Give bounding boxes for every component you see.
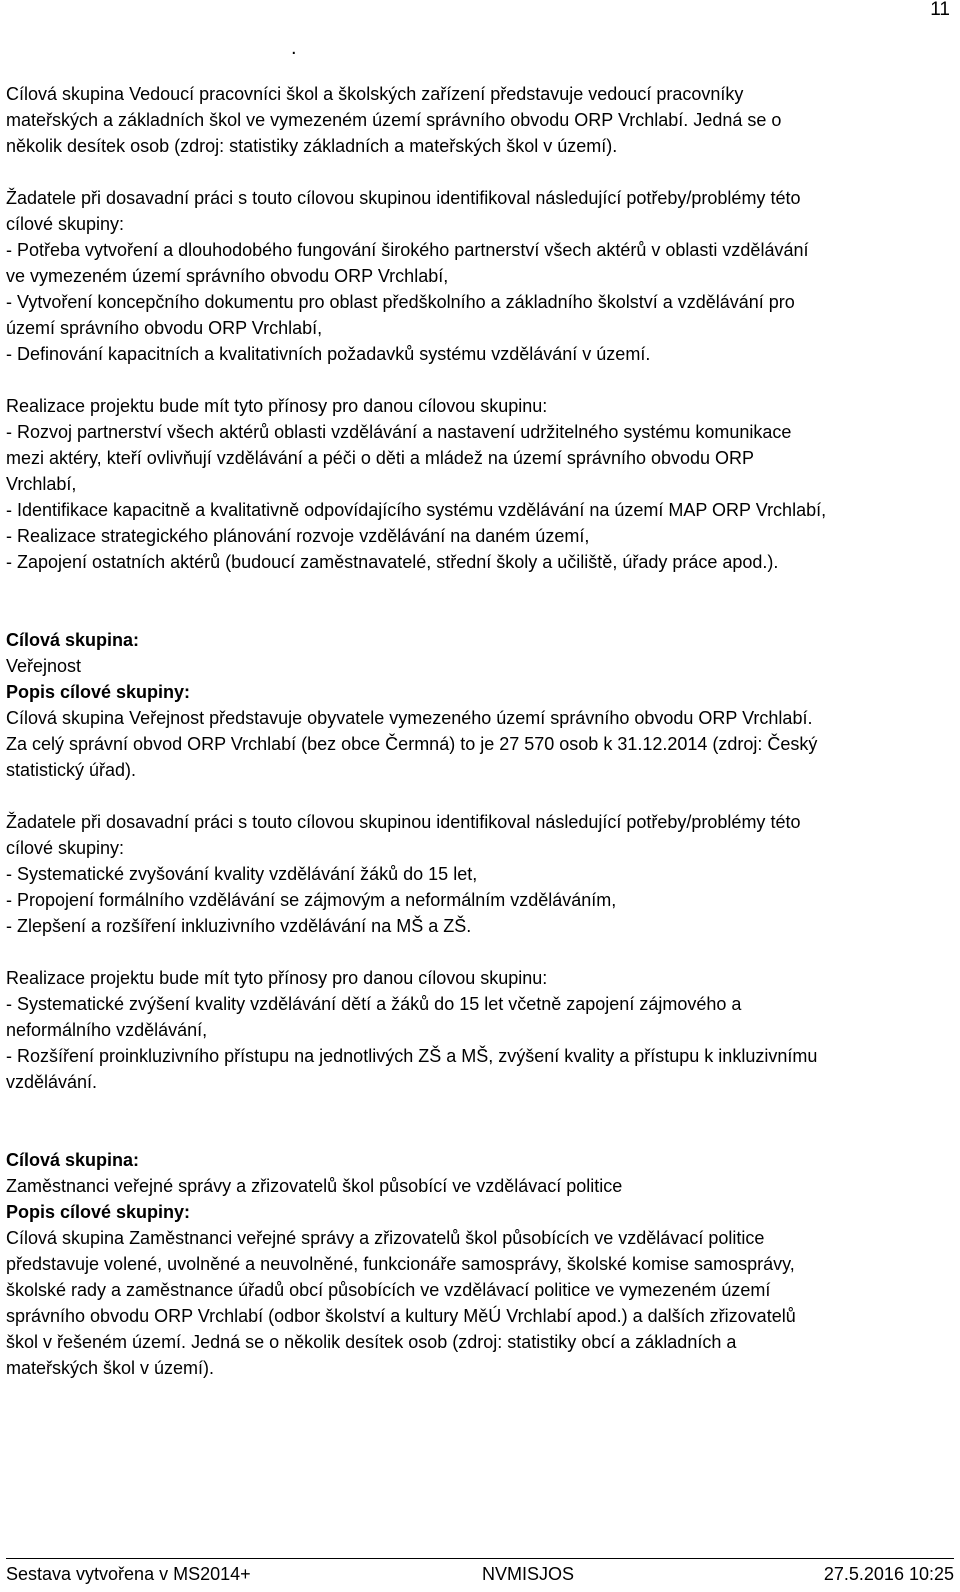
text-line: statistický úřad). [6, 760, 137, 780]
text-line: Cílová skupina Zaměstnanci veřejné správy a zřizovatelů škol působících ve vzdělávací politice [6, 1228, 765, 1248]
list-item: - Rozvoj partnerství všech aktérů oblasti vzdělávání a nastavení udržitelného systému komunikace [6, 422, 792, 442]
stray-mark: . [291, 37, 297, 59]
text-line: Za celý správní obvod ORP Vrchlabí (bez obce Čermná) to je 27 570 osob k 31.12.2014 (zdroj: Český [6, 734, 818, 754]
text-line: Vrchlabí, [6, 474, 77, 494]
text-line: několik desítek osob (zdroj: statistiky základních a mateřských škol v území). [6, 136, 618, 156]
text-line: území správního obvodu ORP Vrchlabí, [6, 318, 323, 338]
text-line: Žadatele při dosavadní práci s touto cílovou skupinou identifikoval následující potřeby/problémy této [6, 812, 801, 832]
text-line: cílové skupiny: [6, 214, 125, 234]
text-line: mateřských a základních škol ve vymezeném území správního obvodu ORP Vrchlabí. Jedná se o [6, 110, 782, 130]
footer-report-code: NVMISJOS [482, 1564, 575, 1584]
list-item: - Definování kapacitních a kvalitativních požadavků systému vzdělávání v území. [6, 344, 651, 364]
text-line: představuje volené, uvolněné a neuvolněné, funkcionáře samosprávy, školské komise samosprávy, [6, 1254, 795, 1274]
page-number: 11 [930, 0, 950, 20]
target-group-name: Veřejnost [6, 656, 82, 676]
document-body [6, 81, 954, 1381]
list-item: - Propojení formálního vzdělávání se zájmovým a neformálním vzděláváním, [6, 890, 617, 910]
footer-timestamp: 27.5.2016 10:25 [823, 1564, 954, 1584]
list-item: - Zlepšení a rozšíření inkluzivního vzdělávání na MŠ a ZŠ. [6, 916, 472, 936]
list-item: - Rozšíření proinkluzivního přístupu na jednotlivých ZŠ a MŠ, zvýšení kvality a přístupu k inkluzivnímu [6, 1046, 818, 1066]
text-line: vzdělávání. [6, 1072, 98, 1092]
section2-needs [6, 809, 954, 939]
text-line: mateřských škol v území). [6, 1358, 215, 1378]
text-line: školské rady a zaměstnance úřadů obcí působících ve vzdělávací politice ve vymezeném území [6, 1280, 771, 1300]
text-line: škol v řešeném území. Jedná se o několik desítek osob (zdroj: statistiky obcí a základních a [6, 1332, 737, 1352]
list-item: - Systematické zvyšování kvality vzdělávání žáků do 15 let, [6, 864, 478, 884]
text-line: Cílová skupina Vedoucí pracovníci škol a školských zařízení představuje vedoucí pracovníky [6, 84, 744, 104]
list-item: - Zapojení ostatních aktérů (budoucí zaměstnavatelé, střední školy a učiliště, úřady práce apod.). [6, 552, 779, 572]
text-line: Realizace projektu bude mít tyto přínosy pro danou cílovou skupinu: [6, 968, 548, 988]
target-group-label: Cílová skupina: [6, 1150, 140, 1170]
target-group-name: Zaměstnanci veřejné správy a zřizovatelů škol působící ve vzdělávací politice [6, 1176, 623, 1196]
section1-needs [6, 185, 954, 367]
text-line: mezi aktéry, kteří ovlivňují vzdělávání a péči o děti a mládež na území správního obvodu ORP [6, 448, 755, 468]
list-item: - Vytvoření koncepčního dokumentu pro oblast předškolního a základního školství a vzdělávání pro [6, 292, 795, 312]
text-line: správního obvodu ORP Vrchlabí (odbor školství a kultury MěÚ Vrchlabí apod.) a dalších zřizovatelů [6, 1306, 796, 1326]
text-line: Realizace projektu bude mít tyto přínosy pro danou cílovou skupinu: [6, 396, 548, 416]
text-line: neformálního vzdělávání, [6, 1020, 208, 1040]
list-item: - Identifikace kapacitně a kvalitativně odpovídajícího systému vzdělávání na území MAP ORP Vrchlabí, [6, 500, 827, 520]
list-item: - Potřeba vytvoření a dlouhodobého fungování širokého partnerství všech aktérů v oblasti vzdělávání [6, 240, 809, 260]
text-line: Cílová skupina Veřejnost představuje obyvatele vymezeného území správního obvodu ORP Vrchlabí. [6, 708, 813, 728]
description-label: Popis cílové skupiny: [6, 682, 191, 702]
footer-report-source: Sestava vytvořena v MS2014+ [6, 1564, 251, 1584]
text-line: cílové skupiny: [6, 838, 125, 858]
description-label: Popis cílové skupiny: [6, 1202, 191, 1222]
target-group-label: Cílová skupina: [6, 630, 140, 650]
page-footer [6, 1558, 954, 1587]
section2 [6, 627, 954, 783]
list-item: - Realizace strategického plánování rozvoje vzdělávání na daném území, [6, 526, 590, 546]
section2-benefits [6, 965, 954, 1095]
text-line: ve vymezeném území správního obvodu ORP Vrchlabí, [6, 266, 449, 286]
text-line: Žadatele při dosavadní práci s touto cílovou skupinou identifikoval následující potřeby/problémy této [6, 188, 801, 208]
section3 [6, 1147, 954, 1381]
section1-benefits [6, 393, 954, 575]
list-item: - Systematické zvýšení kvality vzdělávání dětí a žáků do 15 let včetně zapojení zájmového a [6, 994, 742, 1014]
section1-intro [6, 81, 954, 159]
